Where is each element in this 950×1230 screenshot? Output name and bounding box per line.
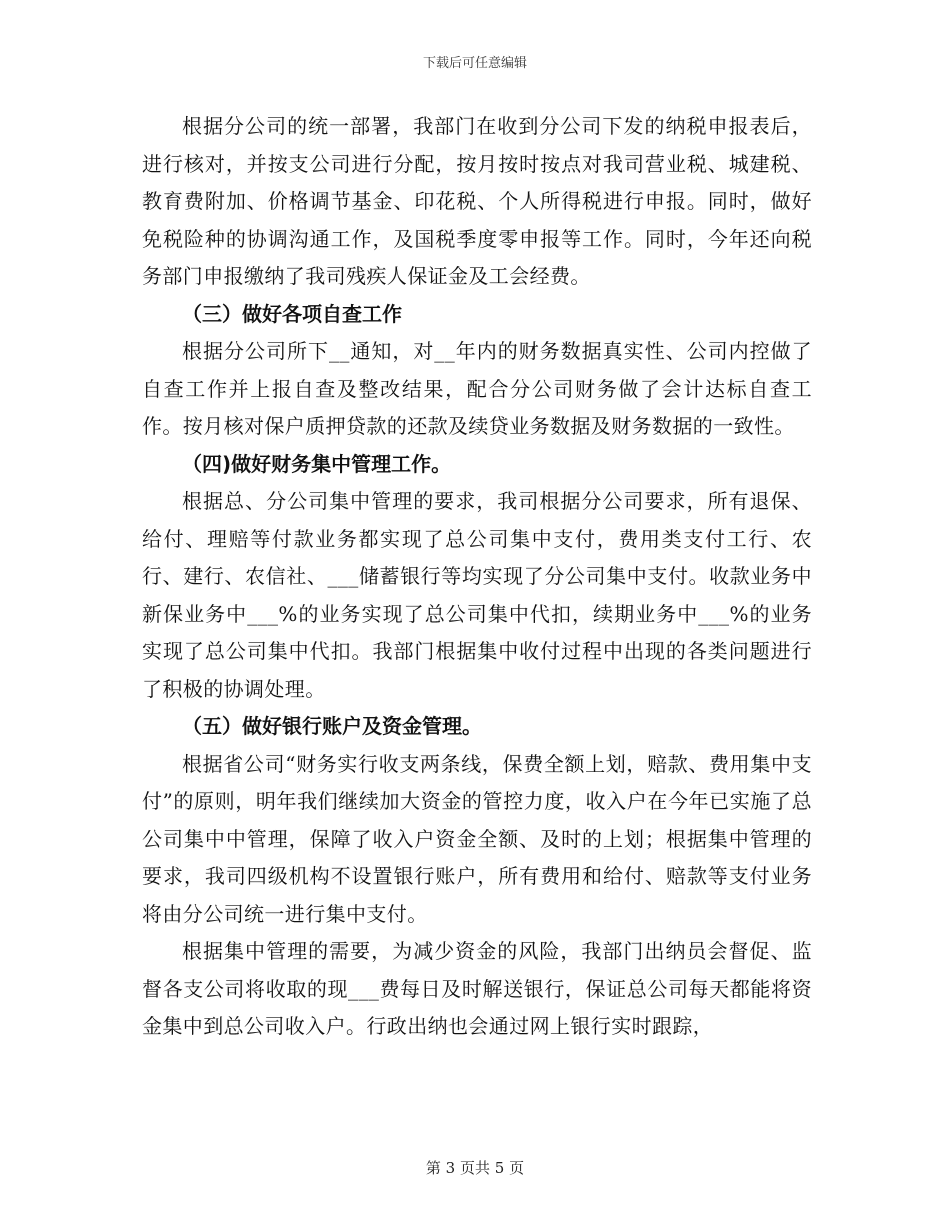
paragraph-bank-accounts: 根据省公司“财务实行收支两条线，保费全额上划，赔款、费用集中支付”的原则，明年我们继续加大资金的管控力度，收入户在今年已实施了总公司集中中管理，保障了收入户资金全额、及时的上划；根据集中管理的要求，我司四级机构不设置银行账户，所有费用和给付、赔款等支付业务将由分公司统一进行集中支付。 [142,751,812,926]
document-body [142,108,812,1046]
heading-centralized-management: （四)做好财务集中管理工作。 [182,451,452,476]
paragraph-centralized-management: 根据总、分公司集中管理的要求，我司根据分公司要求，所有退保、给付、理赔等付款业务都实现了总公司集中支付，费用类支付工行、农行、建行、农信社、___储蓄银行等均实现了分公司集中支付。收款业务中新保业务中___%的业务实现了总公司集中代扣，续期业务中___%的业务实现了总公司集中代扣。我部门根据集中收付过程中出现的各类问题进行了积极的协调处理。 [142,489,812,701]
paragraph-fund-risk: 根据集中管理的需要，为减少资金的风险，我部门出纳员会督促、监督各支公司将收取的现___费每日及时解送银行，保证总公司每天都能将资金集中到总公司收入户。行政出纳也会通过网上银行实时跟踪， [142,939,812,1038]
paragraph-self-inspection: 根据分公司所下__通知，对__年内的财务数据真实性、公司内控做了自查工作并上报自查及整改结果，配合分公司财务做了会计达标自查工作。按月核对保户质押贷款的还款及续贷业务数据及财务数据的一致性。 [142,339,812,438]
page-number: 第 3 页共 5 页 [425,1159,525,1177]
paragraph-tax-declaration: 根据分公司的统一部署，我部门在收到分公司下发的纳税申报表后，进行核对，并按支公司进行分配，按月按时按点对我司营业税、城建税、教育费附加、价格调节基金、印花税、个人所得税进行申报。同时，做好免税险种的协调沟通工作，及国税季度零申报等工作。同时，今年还向税务部门申报缴纳了我司残疾人保证金及工会经费。 [142,114,812,288]
page-header: 下载后可任意编辑 [422,56,527,71]
heading-bank-accounts: （五）做好银行账户及资金管理。 [182,714,482,738]
heading-self-inspection: （三）做好各项自查工作 [182,301,402,326]
